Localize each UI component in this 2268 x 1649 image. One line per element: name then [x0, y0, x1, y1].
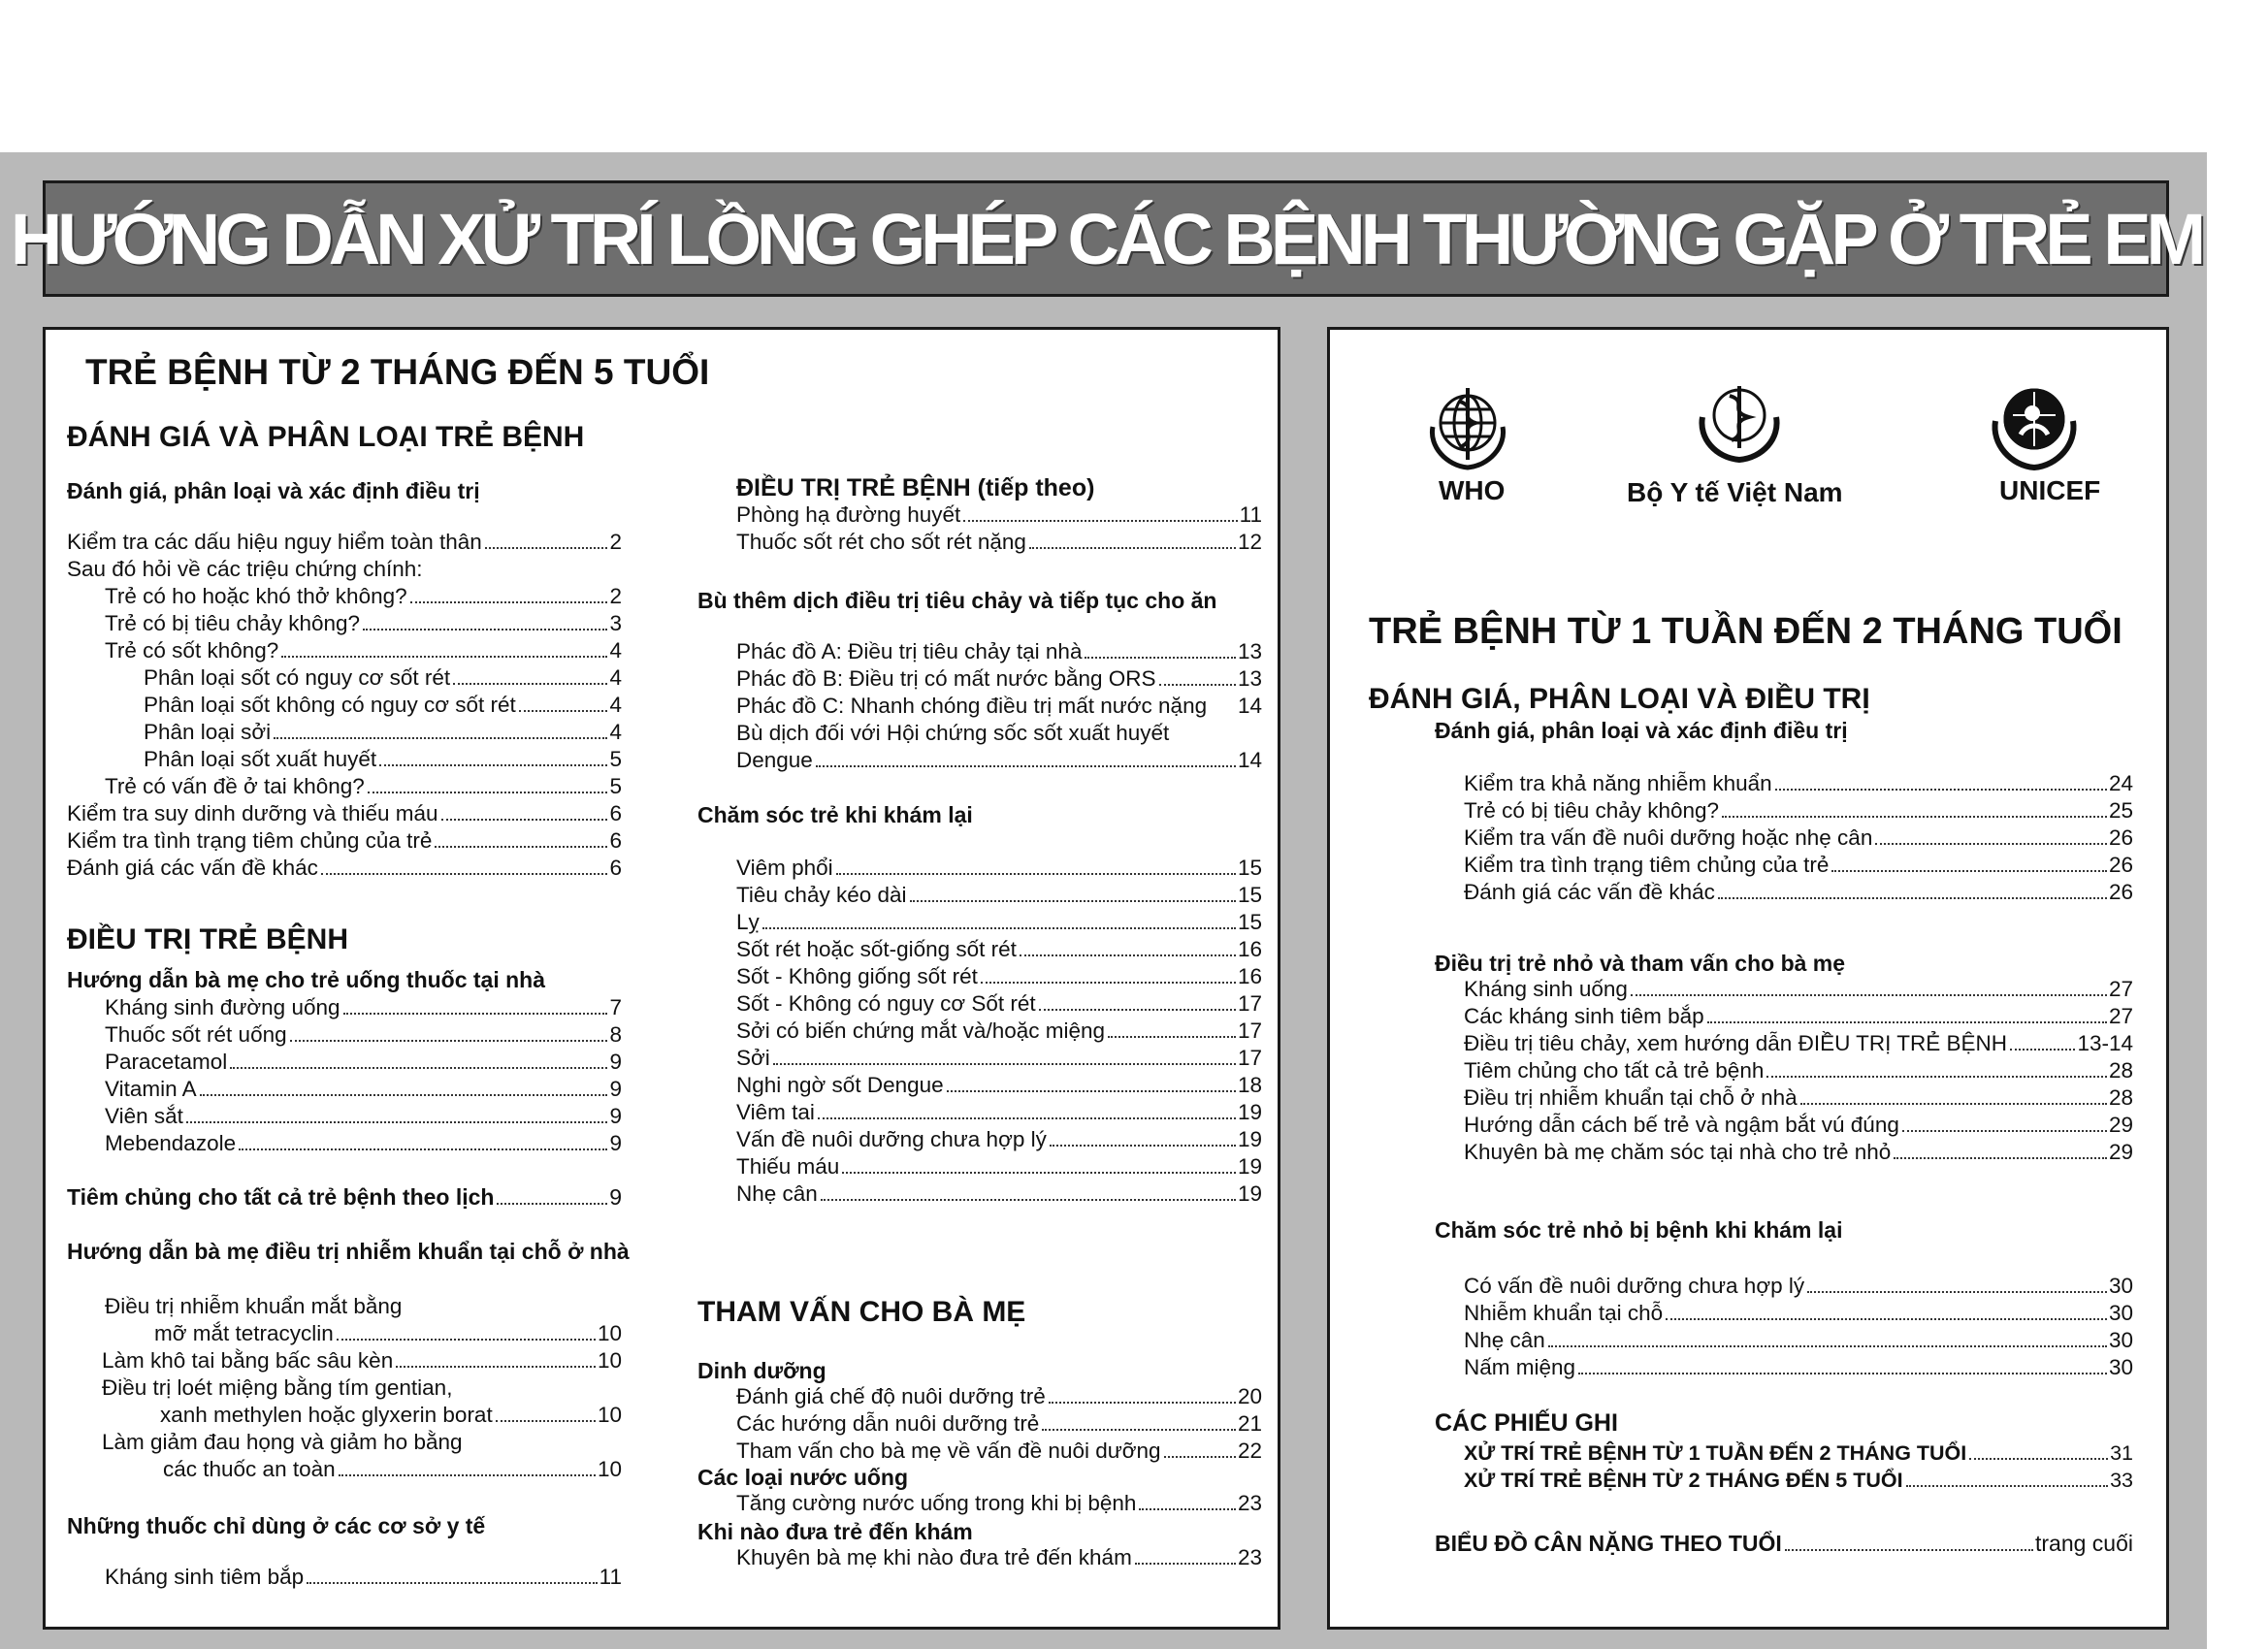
toc-entry[interactable]: Sốt - Không có nguy cơ Sốt rét 17 — [736, 991, 1262, 1016]
toc-entry[interactable]: Trẻ có sốt không? 4 — [105, 638, 622, 663]
toc-entry[interactable]: Kháng sinh uống 27 — [1464, 977, 2133, 1001]
toc-entry[interactable]: xanh methylen hoặc glyxerin borat 10 — [160, 1403, 622, 1427]
toc-entry[interactable]: Kiểm tra suy dinh dưỡng và thiếu máu 6 — [67, 801, 622, 825]
assess-section-heading: ĐÁNH GIÁ VÀ PHÂN LOẠI TRẺ BỆNH — [67, 421, 585, 453]
moh-emblem-icon — [1691, 371, 1788, 468]
toc-entry[interactable]: Viêm tai 19 — [736, 1100, 1262, 1124]
toc-entry[interactable]: Trẻ có ho hoặc khó thở không? 2 — [105, 584, 622, 608]
toc-entry[interactable]: Nhẹ cân 30 — [1464, 1328, 2133, 1352]
assess-subheading: Đánh giá, phân loại và xác định điều trị — [67, 478, 480, 503]
toc-entry[interactable]: Dengue 14 — [736, 748, 1262, 772]
toc-entry[interactable]: Làm khô tai bằng bấc sâu kèn 10 — [102, 1348, 622, 1373]
toc-entry[interactable]: BIỂU ĐỒ CÂN NẶNG THEO TUỔI trang cuối — [1435, 1531, 2133, 1556]
toc-entry[interactable]: Tăng cường nước uống trong khi bị bệnh 23 — [736, 1491, 1262, 1515]
toc-entry[interactable]: Mebendazole 9 — [105, 1131, 622, 1155]
toc-entry[interactable]: Kiểm tra tình trạng tiêm chủng của trẻ 26 — [1464, 853, 2133, 877]
counsel-heading: THAM VẤN CHO BÀ MẸ — [697, 1296, 1026, 1328]
facility-heading: Những thuốc chỉ dùng ở các cơ sở y tế — [67, 1513, 486, 1538]
toc-entry[interactable]: Trẻ có bị tiêu chảy không? 25 — [1464, 798, 2133, 823]
right-panel-title: TRẺ BỆNH TỪ 1 TUẦN ĐẾN 2 THÁNG TUỔI — [1369, 611, 2122, 652]
toc-entry[interactable]: Phân loại sốt có nguy cơ sốt rét 4 — [144, 665, 622, 690]
right-treat-list — [1464, 976, 2133, 1166]
toc-text: Bù dịch đối với Hội chứng sốc sốt xuất huyết — [736, 721, 1170, 745]
toc-text: Điều trị loét miệng bằng tím gentian, — [102, 1375, 453, 1400]
toc-entry[interactable]: Trẻ có bị tiêu chảy không? 3 — [105, 611, 622, 635]
toc-text: Sau đó hỏi về các triệu chứng chính: — [67, 557, 423, 581]
left-panel-title: TRẺ BỆNH TỪ 2 THÁNG ĐẾN 5 TUỔI — [85, 352, 710, 392]
toc-entry[interactable]: Các hướng dẫn nuôi dưỡng trẻ 21 — [736, 1411, 1262, 1436]
toc-entry[interactable]: Kiểm tra khả năng nhiễm khuẩn 24 — [1464, 771, 2133, 795]
toc-entry[interactable]: Điều trị tiêu chảy, xem hướng dẫn ĐIỀU TRỊ TRẺ BỆNH 13-14 — [1464, 1031, 2133, 1055]
toc-entry[interactable]: Kiểm tra vấn đề nuôi dưỡng hoặc nhẹ cân 26 — [1464, 825, 2133, 850]
toc-entry[interactable]: Viêm phổi 15 — [736, 856, 1262, 880]
toc-entry[interactable]: Kiểm tra các dấu hiệu nguy hiểm toàn thân 2 — [67, 530, 622, 554]
right-treat-heading: Điều trị trẻ nhỏ và tham vấn cho bà mẹ — [1435, 951, 1846, 976]
toc-text: Điều trị nhiễm khuẩn mắt bằng — [105, 1294, 403, 1318]
toc-entry[interactable]: Phác đồ A: Điều trị tiêu chảy tại nhà 13 — [736, 639, 1262, 663]
home-medicine-list — [67, 994, 622, 1157]
unicef-label: UNICEF — [1999, 475, 2101, 505]
toc-entry[interactable]: Đánh giá các vấn đề khác 6 — [67, 856, 622, 880]
toc-entry[interactable]: Sốt rét hoặc sốt-giống sốt rét 16 — [736, 937, 1262, 961]
nutrition-heading: Dinh dưỡng — [697, 1358, 826, 1383]
toc-entry[interactable]: Thuốc sốt rét uống 8 — [105, 1022, 622, 1047]
assess-list — [67, 529, 622, 882]
fluid-list — [736, 638, 1262, 774]
treat-subheading: Hướng dẫn bà mẹ cho trẻ uống thuốc tại nhà — [67, 967, 546, 992]
toc-entry[interactable]: Tiêm chủng cho tất cả trẻ bệnh 28 — [1464, 1058, 2133, 1083]
nutrition-list — [736, 1383, 1262, 1465]
toc-entry[interactable]: Khuyên bà mẹ khi nào đưa trẻ đến khám 23 — [736, 1545, 1262, 1569]
toc-entry[interactable]: Tiêm chủng cho tất cả trẻ bệnh theo lịch 9 — [67, 1184, 622, 1210]
fluid-heading: Bù thêm dịch điều trị tiêu chảy và tiếp tục cho ăn — [697, 588, 1217, 613]
toc-entry[interactable]: Có vấn đề nuôi dưỡng chưa hợp lý 30 — [1464, 1274, 2133, 1298]
right-assess-list — [1464, 770, 2133, 906]
drinks-heading: Các loại nước uống — [697, 1465, 909, 1490]
toc-entry[interactable]: Nấm miệng 30 — [1464, 1355, 2133, 1379]
treat-section-heading: ĐIỀU TRỊ TRẺ BỆNH — [67, 923, 349, 955]
forms-list — [1464, 1439, 2133, 1494]
toc-entry[interactable]: Đánh giá các vấn đề khác 26 — [1464, 880, 2133, 904]
toc-entry[interactable]: Phác đồ C: Nhanh chóng điều trị mất nước nặng 14 — [736, 694, 1262, 718]
toc-entry[interactable]: Paracetamol 9 — [105, 1050, 622, 1074]
right-panel — [1327, 327, 2169, 1630]
toc-entry[interactable]: Phác đồ B: Điều trị có mất nước bằng ORS 13 — [736, 666, 1262, 691]
left-panel — [43, 327, 1280, 1630]
toc-entry[interactable]: Tiêu chảy kéo dài 15 — [736, 883, 1262, 907]
facility-list — [67, 1564, 622, 1591]
toc-entry[interactable]: Vấn đề nuôi dưỡng chưa hợp lý 19 — [736, 1127, 1262, 1151]
toc-entry[interactable]: Sởi có biến chứng mắt và/hoặc miệng 17 — [736, 1018, 1262, 1043]
toc-entry[interactable]: XỬ TRÍ TRẺ BỆNH TỪ 1 TUẦN ĐẾN 2 THÁNG TUỔI 31 — [1464, 1441, 2133, 1465]
right-followup-heading: Chăm sóc trẻ nhỏ bị bệnh khi khám lại — [1435, 1217, 1843, 1243]
vaccination-entry-wrap — [67, 1183, 622, 1211]
drinks-list — [736, 1490, 1262, 1517]
toc-entry[interactable]: Hướng dẫn cách bế trẻ và ngậm bắt vú đúng 29 — [1464, 1113, 2133, 1137]
right-assess-heading: ĐÁNH GIÁ, PHÂN LOẠI VÀ ĐIỀU TRỊ — [1369, 683, 1870, 715]
followup-list — [736, 855, 1262, 1208]
who-emblem-icon — [1419, 378, 1516, 475]
toc-entry[interactable]: Trẻ có vấn đề ở tai không? 5 — [105, 774, 622, 798]
when-heading: Khi nào đưa trẻ đến khám — [697, 1519, 973, 1544]
unicef-emblem-icon — [1984, 376, 2085, 473]
toc-entry[interactable]: Thiếu máu 19 — [736, 1154, 1262, 1179]
toc-entry[interactable]: Các kháng sinh tiêm bắp 27 — [1464, 1004, 2133, 1028]
toc-entry[interactable]: Điều trị nhiễm khuẩn tại chỗ ở nhà 28 — [1464, 1085, 2133, 1110]
right-followup-list — [1464, 1273, 2133, 1381]
toc-entry[interactable]: Kháng sinh tiêm bắp 11 — [105, 1565, 622, 1589]
toc-entry[interactable]: Kiểm tra tình trạng tiêm chủng của trẻ 6 — [67, 828, 622, 853]
weight-chart-entry-wrap — [1435, 1530, 2133, 1557]
toc-entry[interactable]: Viên sắt 9 — [105, 1104, 622, 1128]
who-label: WHO — [1439, 475, 1506, 505]
toc-entry[interactable]: Lỵ 15 — [736, 910, 1262, 934]
forms-heading: CÁC PHIẾU GHI — [1435, 1409, 1618, 1437]
local-infection-list — [67, 1293, 622, 1483]
moh-label: Bộ Y tế Việt Nam — [1627, 477, 1843, 507]
main-title-bar — [10, 180, 2202, 297]
treat-cont-list — [736, 501, 1262, 556]
toc-entry[interactable]: XỬ TRÍ TRẺ BỆNH TỪ 2 THÁNG ĐẾN 5 TUỔI 33 — [1464, 1469, 2133, 1492]
toc-entry[interactable]: Nghi ngờ sốt Dengue 18 — [736, 1073, 1262, 1097]
toc-entry[interactable]: Tham vấn cho bà mẹ về vấn đề nuôi dưỡng 22 — [736, 1439, 1262, 1463]
toc-entry[interactable]: Phân loại sởi 4 — [144, 720, 622, 744]
toc-entry[interactable]: Sốt - Không giống sốt rét 16 — [736, 964, 1262, 988]
toc-entry[interactable]: Phân loại sốt xuất huyết 5 — [144, 747, 622, 771]
toc-entry[interactable]: Phòng hạ đường huyết 11 — [736, 502, 1262, 527]
toc-entry[interactable]: Đánh giá chế độ nuôi dưỡng trẻ 20 — [736, 1384, 1262, 1408]
toc-entry[interactable]: Kháng sinh đường uống 7 — [105, 995, 622, 1019]
local-infection-heading: Hướng dẫn bà mẹ điều trị nhiễm khuẩn tại chỗ ở nhà — [67, 1239, 630, 1264]
toc-entry[interactable]: mỡ mắt tetracyclin 10 — [154, 1321, 622, 1345]
toc-entry[interactable]: Khuyên bà mẹ chăm sóc tại nhà cho trẻ nhỏ 29 — [1464, 1140, 2133, 1164]
toc-entry[interactable]: Vitamin A 9 — [105, 1077, 622, 1101]
when-list — [736, 1544, 1262, 1571]
toc-entry[interactable]: Phân loại sốt không có nguy cơ sốt rét 4 — [144, 693, 622, 717]
toc-entry[interactable]: Nhẹ cân 19 — [736, 1181, 1262, 1206]
right-assess-subheading: Đánh giá, phân loại và xác định điều trị — [1435, 718, 1848, 743]
followup-heading: Chăm sóc trẻ khi khám lại — [697, 802, 973, 827]
toc-entry[interactable]: Sởi 17 — [736, 1046, 1262, 1070]
toc-text: Làm giảm đau họng và giảm ho bằng — [102, 1430, 463, 1454]
main-title: HƯỚNG DẪN XỬ TRÍ LỒNG GHÉP CÁC BỆNH THƯỜNG GẶP Ở TRẺ EM — [10, 198, 2202, 279]
toc-entry[interactable]: Nhiễm khuẩn tại chỗ 30 — [1464, 1301, 2133, 1325]
toc-entry[interactable]: Thuốc sốt rét cho sốt rét nặng 12 — [736, 530, 1262, 554]
toc-entry[interactable]: các thuốc an toàn 10 — [163, 1457, 622, 1481]
treat-cont-heading: ĐIỀU TRỊ TRẺ BỆNH (tiếp theo) — [736, 474, 1095, 501]
